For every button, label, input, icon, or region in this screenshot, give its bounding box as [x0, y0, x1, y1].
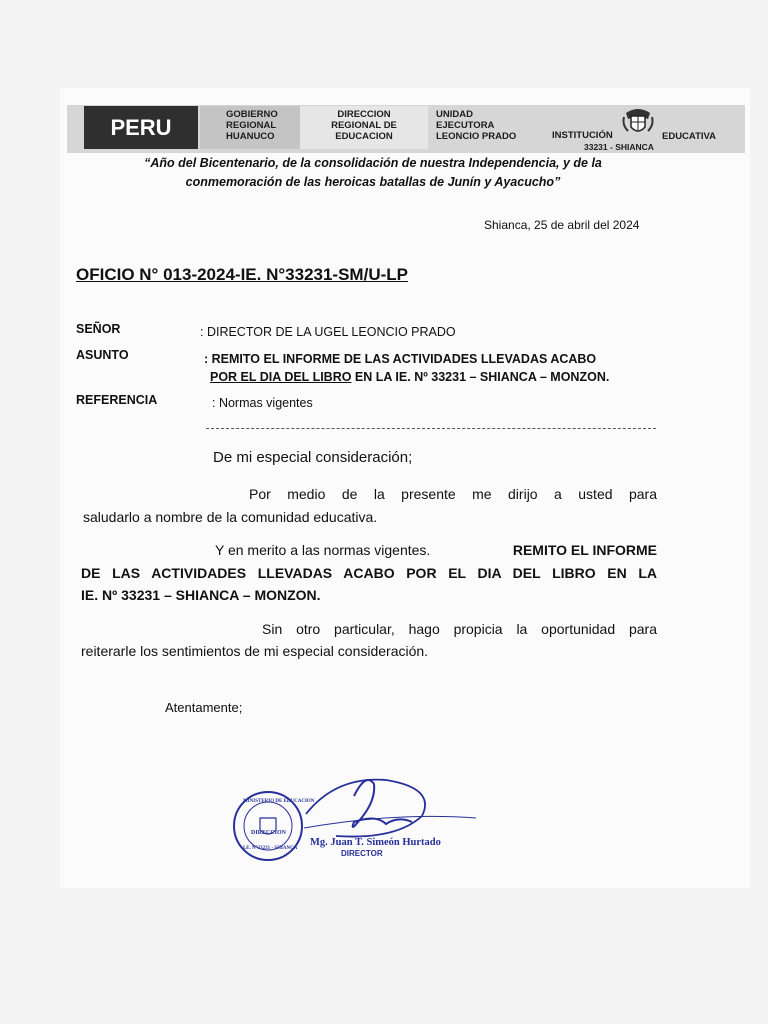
separator-line — [206, 428, 656, 429]
header-text: GOBIERNO — [226, 109, 278, 120]
paragraph1-line2: saludarlo a nombre de la comunidad educativa. — [83, 509, 378, 525]
header-text: REGIONAL — [226, 120, 277, 131]
paragraph2-line3: IE. Nº 33231 – SHIANCA – MONZON. — [81, 587, 321, 603]
header-text: HUANUCO — [226, 131, 275, 142]
year-motto — [68, 154, 678, 192]
oficio-title: OFICIO N° 013-2024-IE. N°33231-SM/U-LP — [76, 265, 408, 284]
motto-line: conmemoración de las heroicas batallas de Junín y Ayacucho” — [185, 175, 561, 189]
paragraph2-line2: DE LAS ACTIVIDADES LLEVADAS ACABO POR EL DIA DEL LIBRO EN LA — [81, 565, 657, 581]
paragraph2-intro: Y en merito a las normas vigentes. — [215, 542, 431, 558]
senor-value: : DIRECTOR DE LA UGEL LEONCIO PRADO — [200, 325, 456, 339]
header-block-gobierno — [200, 106, 300, 149]
closing: Atentamente; — [165, 700, 243, 715]
institucion-code: 33231 - SHIANCA — [584, 142, 654, 152]
stamp-mid-text: DIRECCION — [251, 830, 287, 836]
referencia-label: REFERENCIA — [76, 393, 158, 407]
institucion-left: INSTITUCIÓN — [552, 130, 613, 141]
coat-of-arms-icon — [618, 105, 658, 137]
signer-name: Mg. Juan T. Simeón Hurtado — [310, 837, 441, 848]
institucion-right: EDUCATIVA — [662, 131, 717, 142]
stamp-top-text: MINISTERIO DE EDUCACION — [243, 799, 315, 804]
header-text: EJECUTORA — [436, 120, 495, 131]
paragraph3-line2: reiterarle los sentimientos de mi especial consideración. — [81, 643, 429, 659]
motto-line: “Año del Bicentenario, de la consolidación de nuestra Independencia, y de la — [144, 156, 602, 170]
asunto-label: ASUNTO — [76, 348, 129, 362]
paragraph1-line1: Por medio de la presente me dirijo a usted para — [249, 486, 657, 502]
paragraph2-bold: REMITO EL INFORME — [512, 542, 657, 558]
header-text: LEONCIO PRADO — [436, 131, 517, 142]
header-text: REGIONAL DE — [331, 120, 397, 131]
asunto-underlined: POR EL DIA DEL LIBRO — [210, 370, 352, 384]
header-text: EDUCACION — [335, 131, 393, 142]
header-text: DIRECCION — [337, 109, 391, 120]
peru-box — [84, 106, 198, 149]
paragraph3-line1: Sin otro particular, hago propicia la oportunidad para — [262, 621, 657, 637]
paragraph2-line1 — [215, 539, 657, 561]
asunto-line2 — [210, 370, 609, 384]
header-text: UNIDAD — [436, 109, 473, 120]
senor-label: SEÑOR — [76, 322, 121, 336]
asunto-line1: : REMITO EL INFORME DE LAS ACTIVIDADES LLEVADAS ACABO — [204, 352, 597, 366]
greeting: De mi especial consideración; — [213, 449, 413, 466]
header-block-direccion — [300, 106, 428, 149]
stamp-bottom-text: I.E. N°33231 - SHIANCA — [243, 846, 298, 851]
referencia-value: : Normas vigentes — [212, 396, 313, 410]
asunto-rest: EN LA IE. Nº 33231 – SHIANCA – MONZON. — [351, 370, 610, 384]
signer-title: DIRECTOR — [341, 849, 383, 858]
document-date: Shianca, 25 de abril del 2024 — [484, 218, 640, 232]
country-label: PERU — [110, 114, 172, 140]
header-block-unidad — [436, 109, 516, 142]
